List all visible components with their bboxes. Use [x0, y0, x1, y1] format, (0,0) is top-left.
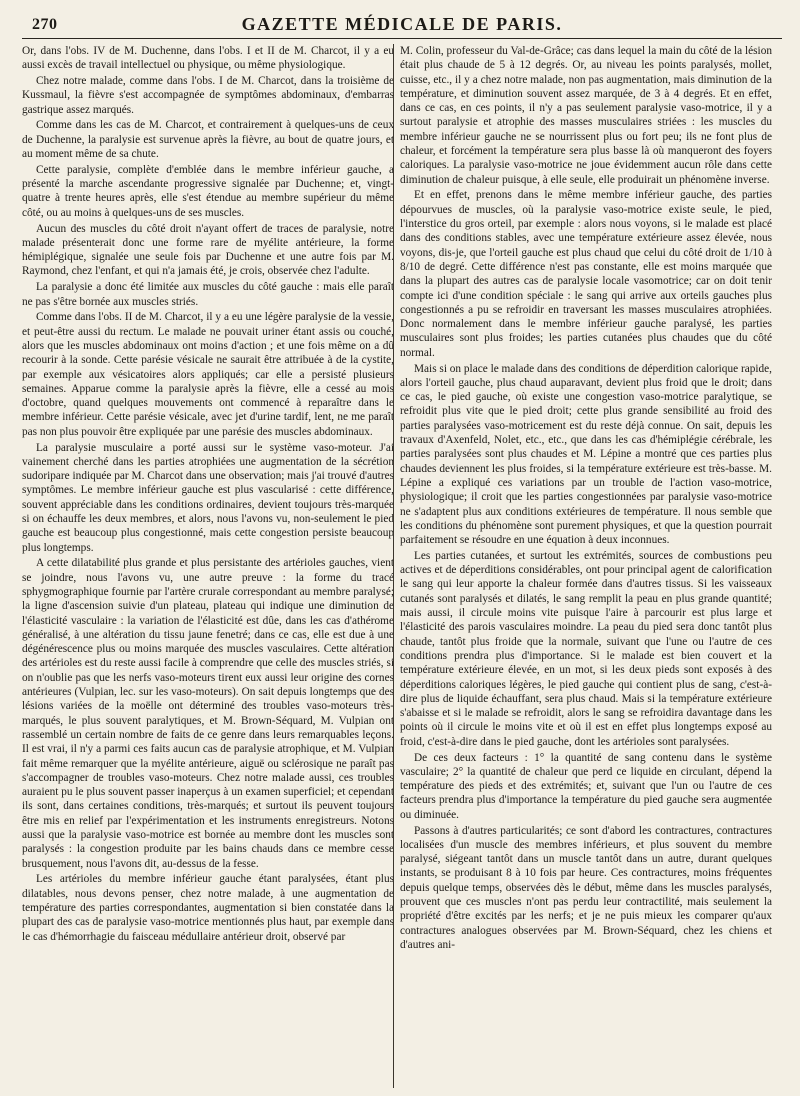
- paragraph: De ces deux facteurs : 1° la quantité de sang contenu dans le système vasculaire; 2° la quantité de chaleur que perd ce liquide en circulant, dépend la température des pieds et des extrémités; et, suivant que l'un ou l'autre de ces facteurs prendra plus d'importance la température du pied gauche sera augmentée ou diminuée.: [400, 751, 772, 821]
- journal-title: GAZETTE MÉDICALE DE PARIS.: [241, 14, 563, 34]
- paragraph: A cette dilatabilité plus grande et plus persistante des artérioles gauches, vient se joindre, nous l'avons vu, une autre preuve : la forme du tracé sphygmographique fournie par l'artère crurale correspondant au membre paralysé; la ligne d'ascension suivie d'un plateau, plateau qui indique une diminution de l'élasticité vasculaire : la variation de l'élasticité est dûe, dans les cas d'athérome généralisé, à une altération du tissu jaune fenetré; dans ce cas, elle est due à une dégénérescence plus ou moins marquée des muscles vasculaires. Cette altération des artérioles est du reste aussi facile à comprendre que celle des muscles striés, si on n'oublie pas que les nerfs vaso-moteurs tirent eux aussi leur origine des cornes antérieures (Vulpian, lec. sur les vaso-moteurs). On sait depuis longtemps que des lésions variées de la moëlle ont déterminé des troubles vaso-moteurs très-marqués, le plus souvent paralytiques, et M. Brown-Séquard, M. Vulpian ont rassemblé un certain nombre de faits de ce genre dans leurs remarquables leçons. Il est vrai, il n'y a parmi ces faits aucun cas de paralysie atrophique, et M. Vulpian fait même remarquer que la myélite antérieure, aiguë ou sclérosique ne paraît pas s'accompagner de troubles vaso-moteurs. Chez notre malade aussi, ces troubles auraient pu le plus souvent passer inaperçus à un examen superficiel; et cependant ils sont, dans certaines conditions, très-marqués; et surtout ils peuvent toujours être mis en relief par l'expérimentation et les instruments enregistreurs. Notons aussi que la paralysie vaso-motrice est bornée au membre dont les muscles sont paralysés : la congestion produite par les bains chauds dans ce membre cesse brusquement, nous l'avons dit, au-dessus de la fesse.: [22, 557, 394, 870]
- paragraph: Et en effet, prenons dans le même membre inférieur gauche, des parties dépourvues de muscles, où la paralysie vaso-motrice existe seule, le pied, l'interstice du gros orteil, par exemple : alors nous voyons, si le malade est placé dans des conditions stables, avec une température extérieure assez élevée, nous voyons, dis-je, que l'orteil gauche est plus chaud que celui du côté droit de 1/10 à 8/10 de degré. Cette différence n'est pas constante, elle est moins marquée que dans la plupart des autres cas de paralysie locale vasomotrice; car on doit tenir compte ici d'une condition spéciale : le sang qui arrive aux orteils gauches plus congestionnés a pu se refroidir en traversant les masses musculaires atrophiées. Donc normalement dans le membre inférieur gauche paralysé, les parties musculaires sont plus froides; les parties cutanées plus chaudes que du côté normal.: [400, 189, 772, 359]
- page-number: 270: [32, 16, 58, 33]
- paragraph: Comme dans les cas de M. Charcot, et contrairement à quelques-uns de ceux de Duchenne, la paralysie est survenue après la fièvre, au bout de quatre jours, et au moment même de sa chute.: [22, 119, 394, 161]
- paragraph: Passons à d'autres particularités; ce sont d'abord les contractures, contractures localisées d'un muscle des membres inférieurs, et plus souvent du membre paralysé, siégeant tantôt dans un muscle tantôt dans un autre, durant quelques instants, se produisant 8 à 10 fois par heure. Ces contractures, moins fréquentes depuis quelque temps, observées dès le début, même dans les muscles paralysés, prouvent que ces muscles n'ont pas perdu leur contractilité, mais seulement la propriété d'être excités par les nerfs; et je ne puis mieux les comparer qu'aux contractures analogues observées par M. Brown-Séquard, chez les chiens et d'autres ani-: [400, 824, 772, 951]
- page-header: [22, 8, 782, 39]
- paragraph: La paralysie musculaire a porté aussi sur le système vaso-moteur. J'ai vainement cherché dans les parties atrophiées une augmentation de la sécrétion sudoripare indiquée par M. Charcot dans une observation; mais j'ai trouvé d'autres symptômes. Le membre inférieur gauche est plus vascularisé : cette différence, souvent appréciable dans les conditions ordinaires, devient toujours très-marquée si on échauffe les deux membres, et alors, nous l'avons vu, non-seulement le pied gauche est beaucoup plus congestionné, mais cette congestion persiste beaucoup plus longtemps.: [22, 441, 394, 554]
- paragraph: Cette paralysie, complète d'emblée dans le membre inférieur gauche, a présenté la marche ascendante progressive signalée par Duchenne; et, vingt-quatre à trente heures après, elle s'est étendue au membre supérieur du même côté, ou au moins à quelques-uns de ses muscles.: [22, 163, 394, 219]
- right-column: [400, 44, 772, 1090]
- paragraph: Les parties cutanées, et surtout les extrémités, sources de combustions peu actives et de déperditions considérables, ont pour principal agent de calorification le sang qui leur apporte la chaleur formée dans d'autres tissus. Si les vaisseaux cutanés sont paralysés et dilatés, le sang remplit la peau en plus grande quantité; mais aussi, il circule moins vite puisque l'aire à parcourir est plus large et l'élasticité des parois vasculaires moindre. La peau du pied sera donc tantôt plus chaude, tantôt plus froide que la normale, suivant que l'une ou l'autre de ces conditions prendra plus d'importance. Si le malade est bien couvert et la température extérieure élevée, en un mot, si les deux pieds sont exposés à des déperditions caloriques légères, le pied gauche qui contient plus de sang, c'est-à-dire plus de liquide échauffant, sera plus chaud. Mais si la température extérieure s'abaisse et si le malade se refroidit, alors le sang se refroidira davantage dans les points où il circule le moins vite et où il est en effet plus longtemps exposé au froid, c'est-à-dire dans le pied gauche, dont les artérioles sont paralysées.: [400, 549, 772, 748]
- paragraph: La paralysie a donc été limitée aux muscles du côté gauche : mais elle paraît ne pas s'être bornée aux muscles striés.: [22, 281, 394, 308]
- paragraph: Les artérioles du membre inférieur gauche étant paralysées, étant plus dilatables, nous devons penser, chez notre malade, à une augmentation de température des parties correspondantes, augmentation si bien constatée dans la plupart des cas de paralysie vaso-motrice mentionnés plus haut, par exemple dans le cas d'hémorrhagie du faisceau médullaire antérieur droit, observé par: [22, 873, 394, 943]
- column-divider: [393, 44, 394, 1088]
- paragraph: Comme dans l'obs. II de M. Charcot, il y a eu une légère paralysie de la vessie, et peut-être aussi du rectum. Le malade ne pouvait uriner étant assis ou couché, alors que les muscles abdominaux ont moins d'action ; et une fois même on a dû recourir à la sonde. Cette parésie vésicale ne saurait être attribuée à de la cystite, par exemple aux vésicatoires alors appliqués; car elle a persisté plusieurs semaines. Apparue comme la paralysie après la fièvre, elle a cessé au mois d'octobre, quand quelques mouvements ont commencé à reparaître dans le membre inférieur. Cette parésie vésicale, avec jet d'urine tardif, lent, ne me paraît pas non plus pouvoir être expliquée par une parésie des muscles abdominaux.: [22, 311, 394, 438]
- left-column: [22, 44, 394, 1090]
- paragraph: M. Colin, professeur du Val-de-Grâce; cas dans lequel la main du côté de la lésion était plus chaude de 5 à 12 degrés. Or, au niveau les points paralysés, mollet, cuisse, etc., il y a chez notre malade, non pas augmentation, mais diminution de la température, et diminution souvent assez marquée, de 3 à 4 degrés. Et en effet, dans ce cas, en ces points, il n'y a pas seulement paralysie vaso-motrice, il y a surtout paralysie et atrophie des masses musculaires striées : les muscles du membre inférieur gauche ne se nourrissent plus ou fort peu; ils ne font plus de chaleur, et forcément la température sera plus basse là où manqueront des foyers caloriques. La paralysie vaso-motrice ne joue évidemment aucun rôle dans cette diminution de chaleur puisque, à elle seule, elle produirait un phénomène inverse.: [400, 45, 772, 186]
- paragraph: Aucun des muscles du côté droit n'ayant offert de traces de paralysie, notre malade présenterait donc une forme rare de myélite antérieure, la forme hémiplégique, signalée une seule fois par Duchenne et une autre fois par M. Raymond, chez l'enfant, et qui n'a jamais été, je crois, observée chez l'adulte.: [22, 222, 394, 278]
- paragraph: Or, dans l'obs. IV de M. Duchenne, dans l'obs. I et II de M. Charcot, il y a eu aussi excès de travail intellectuel ou physique, ou même physiologique.: [22, 45, 394, 72]
- paragraph: Mais si on place le malade dans des conditions de déperdition calorique rapide, alors l'orteil gauche, plus chaud auparavant, devient plus froid que le droit; dans ce cas, le pied gauche, où existe une congestion vaso-motrice paralytique, se refroidit plus vite que le pied droit; cette plus grande sensibilité au froid des parties paralysées vaso-motricement est du reste déjà connue. On sait, depuis les travaux d'Axenfeld, Nolet, etc., etc., que dans les cas d'hémiplégie cérébrale, les parties paralysées sont plus chaudes et M. Lépine a montré que ces parties plus chaudes deviennent les plus froides, si la température extérieure est très-basse. M. Lépine a expliqué ces variations par un trouble de l'action vaso-motrice, physiologique; il croit que les parties congestionnées par paralysie vaso-motrice ne s'adaptent plus aux conditions extérieures de température. Il nous semble que les conditions du phénomène sont purement physiques, et que la question pourrait parfaitement se résoudre en une équation à deux inconnues.: [400, 362, 772, 547]
- paragraph: Chez notre malade, comme dans l'obs. I de M. Charcot, dans la troisième de Kussmaul, la fièvre s'est accompagnée de symptômes abdominaux, d'embarras gastrique assez marqués.: [22, 75, 394, 116]
